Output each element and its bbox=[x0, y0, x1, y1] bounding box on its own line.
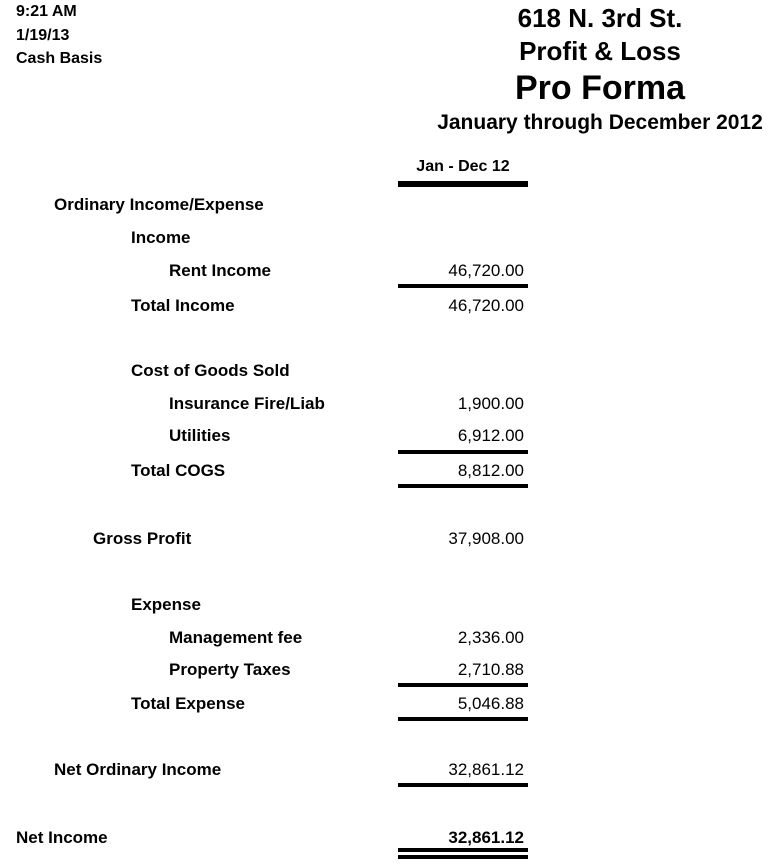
row-label-total-expense: Total Expense bbox=[131, 694, 245, 713]
total-rule bbox=[398, 783, 528, 787]
report-scenario: Pro Forma bbox=[514, 69, 686, 107]
column-header-rule bbox=[398, 181, 528, 187]
row-value-utilities: 6,912.00 bbox=[457, 426, 524, 445]
report-date: 1/19/13 bbox=[16, 27, 70, 44]
section-expense: Expense bbox=[131, 595, 201, 614]
row-label-rent-income: Rent Income bbox=[169, 261, 272, 280]
row-value-management-fee: 2,336.00 bbox=[457, 628, 524, 647]
row-value-total-cogs: 8,812.00 bbox=[457, 461, 524, 480]
row-label-insurance: Insurance Fire/Liab bbox=[169, 394, 325, 413]
subtotal-rule bbox=[398, 450, 528, 454]
row-label-total-cogs: Total COGS bbox=[131, 461, 226, 480]
section-income: Income bbox=[131, 228, 191, 247]
total-rule bbox=[398, 717, 528, 721]
row-value-gross-profit: 37,908.00 bbox=[448, 529, 524, 548]
row-label-gross-profit: Gross Profit bbox=[93, 529, 192, 548]
row-value-total-income: 46,720.00 bbox=[448, 296, 524, 315]
report-time: 9:21 AM bbox=[16, 3, 77, 20]
subtotal-rule bbox=[398, 683, 528, 687]
company-name: 618 N. 3rd St. bbox=[517, 3, 683, 33]
row-value-net-ordinary-income: 32,861.12 bbox=[448, 760, 524, 779]
section-cost-of-goods-sold: Cost of Goods Sold bbox=[131, 361, 290, 380]
row-label-total-income: Total Income bbox=[131, 296, 235, 315]
column-header: Jan - Dec 12 bbox=[416, 158, 510, 175]
row-label-property-taxes: Property Taxes bbox=[169, 660, 291, 679]
subtotal-rule bbox=[398, 284, 528, 288]
row-label-net-income: Net Income bbox=[16, 828, 108, 847]
section-ordinary-income-expense: Ordinary Income/Expense bbox=[54, 195, 264, 214]
grand-total-rule-bottom bbox=[398, 855, 528, 859]
row-value-total-expense: 5,046.88 bbox=[457, 694, 524, 713]
row-value-net-income: 32,861.12 bbox=[448, 828, 524, 847]
row-value-rent-income: 46,720.00 bbox=[448, 261, 524, 280]
row-value-property-taxes: 2,710.88 bbox=[457, 660, 524, 679]
row-value-insurance: 1,900.00 bbox=[457, 394, 524, 413]
row-label-management-fee: Management fee bbox=[169, 628, 303, 647]
report-period: January through December 2012 bbox=[437, 111, 763, 134]
report-title: Profit & Loss bbox=[519, 36, 681, 66]
row-label-utilities: Utilities bbox=[169, 426, 231, 445]
total-rule bbox=[398, 484, 528, 488]
row-label-net-ordinary-income: Net Ordinary Income bbox=[54, 760, 222, 779]
grand-total-rule-top bbox=[398, 848, 528, 852]
report-basis: Cash Basis bbox=[16, 50, 103, 67]
